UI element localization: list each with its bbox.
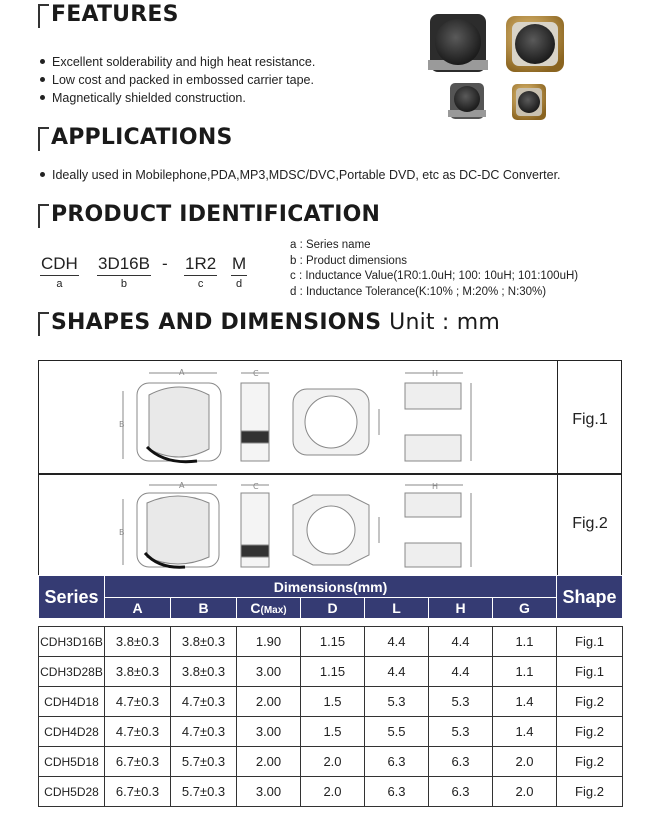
- col-header: C(Max): [237, 598, 301, 619]
- features-title: FEATURES: [38, 2, 179, 27]
- col-header: H: [429, 598, 493, 619]
- code-dash: -: [162, 254, 168, 273]
- svg-text:C: C: [253, 482, 259, 491]
- svg-text:B: B: [119, 420, 125, 429]
- code-part-a: CDH a: [41, 254, 78, 290]
- legend-item: d : Inductance Tolerance(K:10% ; M:20% ; N:30%): [290, 285, 547, 298]
- legend-item: a : Series name: [290, 239, 371, 251]
- inductor-photo-4: [512, 84, 546, 120]
- inductor-photo-2: [506, 16, 564, 72]
- code-part-c: 1R2 c: [185, 254, 217, 290]
- svg-text:A: A: [179, 369, 185, 377]
- code-legend: [290, 238, 578, 300]
- col-header: B: [171, 598, 237, 619]
- svg-text:H: H: [432, 369, 439, 378]
- shape-header: Shape: [557, 576, 623, 619]
- svg-text:A: A: [179, 481, 185, 490]
- table-row: CDH3D16B 3.8±0.3 3.8±0.3 1.90 1.15 4.4 4.4 1.1 Fig.1: [39, 627, 623, 657]
- col-header: L: [365, 598, 429, 619]
- code-part-b: 3D16B b: [98, 254, 150, 290]
- table-row: CDH4D18 4.7±0.3 4.7±0.3 2.00 1.5 5.3 5.3 1.4 Fig.2: [39, 687, 623, 717]
- inductor-photo-1: [428, 14, 488, 72]
- series-header: Series: [39, 576, 105, 619]
- legend-item: b : Product dimensions: [290, 254, 407, 267]
- applications-list: [38, 166, 561, 184]
- product-photos: [420, 8, 570, 123]
- col-header: G: [493, 598, 557, 619]
- table-row: CDH3D28B 3.8±0.3 3.8±0.3 3.00 1.15 4.4 4.4 1.1 Fig.1: [39, 657, 623, 687]
- col-header: A: [105, 598, 171, 619]
- figure-1-drawing: [117, 369, 477, 469]
- figure-2-panel: [38, 474, 622, 576]
- legend-item: c : Inductance Value(1R0:1.0uH; 100: 10uH; 101:100uH): [290, 270, 579, 282]
- code-part-d: M d: [232, 254, 247, 290]
- shapes-title: SHAPES AND DIMENSIONS Unit : mm: [38, 310, 500, 335]
- table-row: CDH4D28 4.7±0.3 4.7±0.3 3.00 1.5 5.5 5.3 1.4 Fig.2: [39, 717, 623, 747]
- dimensions-table: [38, 575, 623, 807]
- applications-title: APPLICATIONS: [38, 125, 233, 150]
- features-list: [38, 53, 315, 107]
- figure-2-drawing: [117, 481, 477, 573]
- unit-label: Unit : mm: [389, 310, 500, 335]
- fig1-label: Fig.1: [572, 411, 608, 428]
- list-item: Low cost and packed in embossed carrier tape.: [38, 71, 315, 89]
- inductor-photo-3: [448, 83, 486, 119]
- table-row: CDH5D28 6.7±0.3 5.7±0.3 3.00 2.0 6.3 6.3 2.0 Fig.2: [39, 777, 623, 807]
- list-item: Excellent solderability and high heat resistance.: [38, 53, 315, 71]
- svg-text:B: B: [119, 528, 125, 537]
- list-item: Magnetically shielded construction.: [38, 89, 315, 107]
- table-row: CDH5D18 6.7±0.3 5.7±0.3 2.00 2.0 6.3 6.3 2.0 Fig.2: [39, 747, 623, 777]
- fig2-label: Fig.2: [572, 515, 608, 532]
- product-identification-title: PRODUCT IDENTIFICATION: [38, 202, 380, 227]
- figure-1-panel: [38, 360, 622, 474]
- svg-text:H: H: [432, 482, 439, 491]
- svg-text:C: C: [253, 369, 259, 378]
- dimensions-header: Dimensions(mm): [105, 576, 557, 598]
- list-item: Ideally used in Mobilephone,PDA,MP3,MDSC/DVC,Portable DVD, etc as DC-DC Converter.: [38, 166, 561, 184]
- col-header: D: [301, 598, 365, 619]
